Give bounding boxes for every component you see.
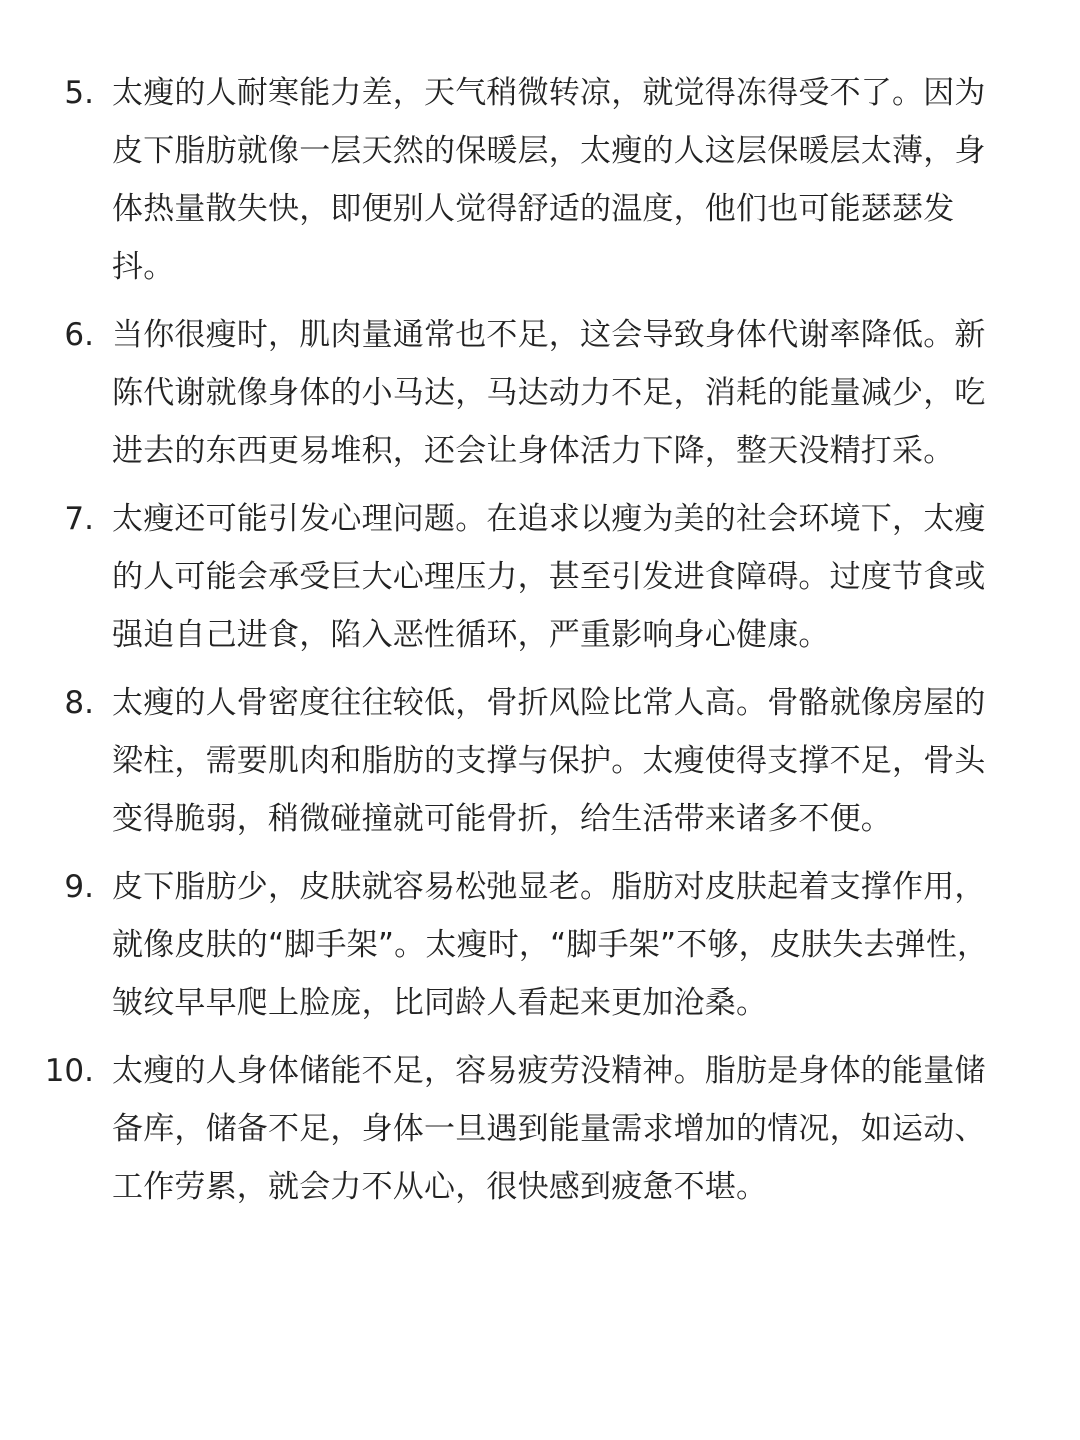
item-text: 太瘦的人耐寒能力差，天气稍微转凉，就觉得冻得受不了。因为皮下脂肪就像一层天然的保暖层，太瘦的人这层保暖层太薄，身体热量散失快，即便别人觉得舒适的温度，他们也可能瑟瑟发抖。	[112, 75, 986, 285]
item-number: 9.	[64, 869, 94, 905]
numbered-list	[0, 64, 1080, 1226]
list-item-6	[0, 306, 1080, 480]
item-number: 6.	[64, 317, 94, 353]
list-item-9	[0, 858, 1080, 1032]
list-item-8	[0, 674, 1080, 848]
list-item-7	[0, 490, 1080, 664]
item-text: 当你很瘦时，肌肉量通常也不足，这会导致身体代谢率降低。新陈代谢就像身体的小马达，马达动力不足，消耗的能量减少，吃进去的东西更易堆积，还会让身体活力下降，整天没精打采。	[112, 317, 986, 469]
item-number: 8.	[64, 685, 94, 721]
item-text: 皮下脂肪少，皮肤就容易松弛显老。脂肪对皮肤起着支撑作用，就像皮肤的“脚手架”。太瘦时，“脚手架”不够，皮肤失去弹性，皱纹早早爬上脸庞，比同龄人看起来更加沧桑。	[112, 869, 989, 1021]
item-text: 太瘦的人骨密度往往较低，骨折风险比常人高。骨骼就像房屋的梁柱，需要肌肉和脂肪的支撑与保护。太瘦使得支撑不足，骨头变得脆弱，稍微碰撞就可能骨折，给生活带来诸多不便。	[112, 685, 986, 837]
list-item-5	[0, 64, 1080, 296]
item-number: 7.	[64, 501, 94, 537]
list-item-10	[0, 1042, 1080, 1216]
item-number: 5.	[64, 75, 94, 111]
item-text: 太瘦的人身体储能不足，容易疲劳没精神。脂肪是身体的能量储备库，储备不足，身体一旦遇到能量需求增加的情况，如运动、工作劳累，就会力不从心，很快感到疲惫不堪。	[112, 1053, 986, 1205]
item-number: 10.	[44, 1053, 94, 1089]
item-text: 太瘦还可能引发心理问题。在追求以瘦为美的社会环境下，太瘦的人可能会承受巨大心理压力，甚至引发进食障碍。过度节食或强迫自己进食，陷入恶性循环，严重影响身心健康。	[112, 501, 986, 653]
